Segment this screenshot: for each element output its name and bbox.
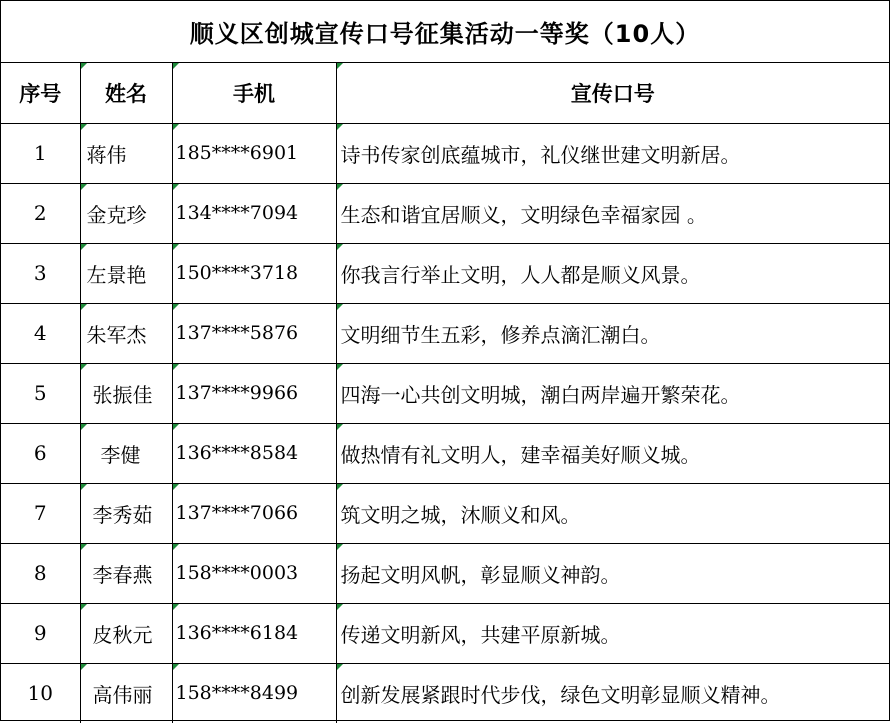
- header-name[interactable]: 姓名: [80, 63, 172, 123]
- cell-no[interactable]: 4: [1, 303, 80, 363]
- cell-name[interactable]: 李秀茹: [80, 483, 172, 543]
- cell-no[interactable]: 9: [1, 603, 80, 663]
- table-row: [1, 183, 889, 243]
- cell-slogan[interactable]: 诗书传家创底蕴城市，礼仪继世建文明新居。: [336, 123, 889, 183]
- cell-phone[interactable]: 136****8584: [172, 423, 336, 483]
- winners-table: [1, 63, 889, 723]
- cell-no[interactable]: 1: [1, 123, 80, 183]
- cell-phone[interactable]: 185****6901: [172, 123, 336, 183]
- table-row: [1, 243, 889, 303]
- cell-name[interactable]: 朱军杰: [80, 303, 172, 363]
- cell-name[interactable]: 左景艳: [80, 243, 172, 303]
- header-slogan[interactable]: 宣传口号: [336, 63, 889, 123]
- cell-slogan[interactable]: 传递文明新风，共建平原新城。: [336, 603, 889, 663]
- cell-slogan[interactable]: 筑文明之城，沐顺义和风。: [336, 483, 889, 543]
- cell-phone[interactable]: 150****3718: [172, 243, 336, 303]
- table-row: [1, 123, 889, 183]
- table-row: [1, 603, 889, 663]
- header-row: [1, 63, 889, 123]
- cell-name[interactable]: 张振佳: [80, 363, 172, 423]
- sheet-title: 顺义区创城宣传口号征集活动一等奖（10人）: [1, 1, 889, 63]
- cell-phone[interactable]: 137****5876: [172, 303, 336, 363]
- cell-name[interactable]: 蒋伟: [80, 123, 172, 183]
- cell-name[interactable]: 高伟丽: [80, 663, 172, 723]
- cell-phone[interactable]: 158****8499: [172, 663, 336, 723]
- table-row: [1, 423, 889, 483]
- cell-slogan[interactable]: 四海一心共创文明城，潮白两岸遍开繁荣花。: [336, 363, 889, 423]
- table-row: [1, 363, 889, 423]
- table-row: [1, 543, 889, 603]
- cell-no[interactable]: 2: [1, 183, 80, 243]
- cell-slogan[interactable]: 生态和谐宜居顺义，文明绿色幸福家园 。: [336, 183, 889, 243]
- cell-phone[interactable]: 136****6184: [172, 603, 336, 663]
- cell-phone[interactable]: 137****9966: [172, 363, 336, 423]
- header-no[interactable]: 序号: [1, 63, 80, 123]
- table-row: [1, 483, 889, 543]
- table-row: [1, 663, 889, 723]
- cell-phone[interactable]: 158****0003: [172, 543, 336, 603]
- cell-slogan[interactable]: 创新发展紧跟时代步伐，绿色文明彰显顺义精神。: [336, 663, 889, 723]
- cell-name[interactable]: 皮秋元: [80, 603, 172, 663]
- cell-slogan[interactable]: 你我言行举止文明，人人都是顺义风景。: [336, 243, 889, 303]
- cell-slogan[interactable]: 扬起文明风帆，彰显顺义神韵。: [336, 543, 889, 603]
- cell-name[interactable]: 李春燕: [80, 543, 172, 603]
- cell-phone[interactable]: 134****7094: [172, 183, 336, 243]
- cell-no[interactable]: 10: [1, 663, 80, 723]
- cell-no[interactable]: 7: [1, 483, 80, 543]
- table-row: [1, 303, 889, 363]
- cell-no[interactable]: 3: [1, 243, 80, 303]
- cell-no[interactable]: 6: [1, 423, 80, 483]
- header-phone[interactable]: 手机: [172, 63, 336, 123]
- cell-name[interactable]: 金克珍: [80, 183, 172, 243]
- cell-no[interactable]: 5: [1, 363, 80, 423]
- cell-no[interactable]: 8: [1, 543, 80, 603]
- cell-name[interactable]: 李健: [80, 423, 172, 483]
- cell-slogan[interactable]: 文明细节生五彩，修养点滴汇潮白。: [336, 303, 889, 363]
- cell-phone[interactable]: 137****7066: [172, 483, 336, 543]
- cell-slogan[interactable]: 做热情有礼文明人，建幸福美好顺义城。: [336, 423, 889, 483]
